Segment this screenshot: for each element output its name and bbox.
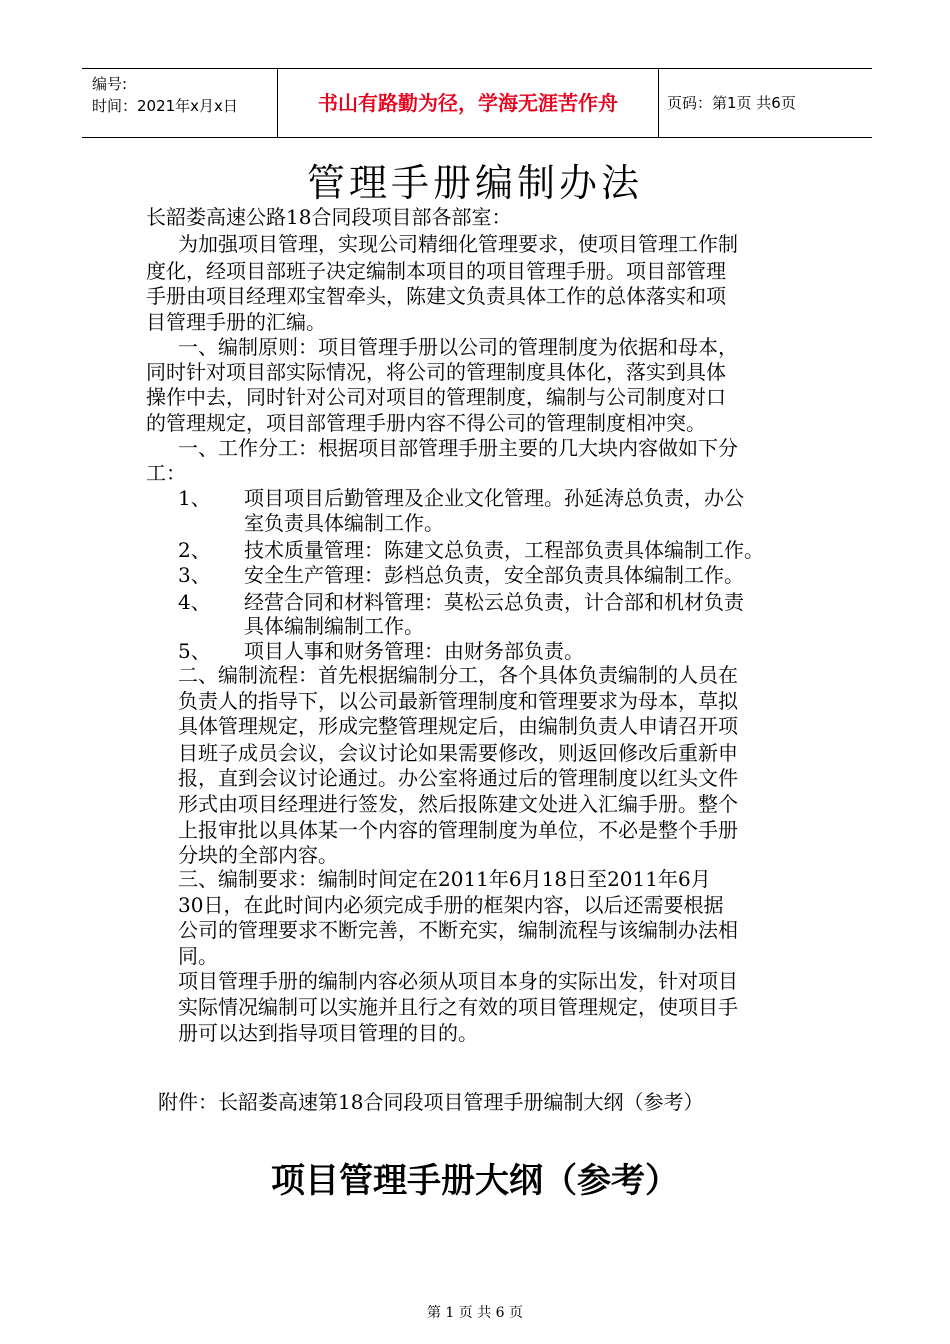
intro-line: 度化，经项目部班子决定编制本项目的项目管理手册。项目部管理: [146, 259, 726, 283]
intro-line: 为加强项目管理，实现公司精细化管理要求，使项目管理工作制: [178, 232, 738, 256]
list-item-line: 具体编制编制工作。: [244, 614, 424, 638]
list-item-line: 项目人事和财务管理：由财务部负责。: [244, 639, 584, 663]
header-meta: [82, 69, 278, 137]
requirement-line: 30日，在此时间内必须完成手册的框架内容，以后还需要根据: [178, 893, 724, 917]
list-item-number: 5、: [178, 639, 211, 663]
document-title: 管理手册编制办法: [306, 161, 643, 205]
process-line: 目班子成员会议，会议讨论如果需要修改，则返回修改后重新申: [178, 741, 738, 765]
outline-title: 项目管理手册大纲（参考）: [271, 1161, 679, 1201]
list-item-line: 项目项目后勤管理及企业文化管理。孙延涛总负责，办公: [244, 486, 744, 510]
principle-line: 操作中去，同时针对公司对项目的管理制度，编制与公司制度对口: [146, 385, 726, 409]
process-line: 具体管理规定，形成完整管理规定后，由编制负责人申请召开项: [178, 714, 738, 738]
requirement-line: 项目管理手册的编制内容必须从项目本身的实际出发，针对项目: [178, 969, 738, 993]
list-item-line: 室负责具体编制工作。: [244, 511, 444, 535]
list-item-number: 2、: [178, 538, 211, 562]
list-item-number: 1、: [178, 486, 211, 510]
list-item-number: 3、: [178, 563, 211, 587]
principle-line: 的管理规定，项目部管理手册内容不得公司的管理制度相冲突。: [146, 411, 706, 435]
intro-line: 目管理手册的汇编。: [146, 310, 326, 334]
list-item-line: 安全生产管理：彭档总负责，安全部负责具体编制工作。: [244, 563, 744, 587]
serial-label: 编号:: [92, 75, 128, 93]
process-line: 负责人的指导下，以公司最新管理制度和管理要求为母本，草拟: [178, 689, 738, 713]
page-footer: 第 1 页 共 6 页: [426, 1305, 524, 1321]
requirement-line: 同。: [178, 944, 218, 968]
principle-line: 同时针对项目部实际情况，将公司的管理制度具体化，落实到具体: [146, 360, 726, 384]
document-header: [82, 68, 872, 138]
division-line: 一、工作分工：根据项目部管理手册主要的几大块内容做如下分: [178, 436, 738, 460]
process-line: 二、编制流程：首先根据编制分工，各个具体负责编制的人员在: [178, 663, 738, 687]
requirement-line: 三、编制要求：编制时间定在2011年6月18日至2011年6月: [178, 867, 711, 891]
attachment-line: 附件：长韶娄高速第18合同段项目管理手册编制大纲（参考）: [158, 1090, 704, 1114]
header-motto: 书山有路勤为径，学海无涯苦作舟: [278, 69, 659, 137]
requirement-line: 实际情况编制可以实施并且行之有效的项目管理规定，使项目手: [178, 995, 738, 1019]
principle-line: 一、编制原则：项目管理手册以公司的管理制度为依据和母本，: [178, 335, 738, 359]
list-item-line: 技术质量管理：陈建文总负责，工程部负责具体编制工作。: [244, 538, 764, 562]
requirement-line: 册可以达到指导项目管理的目的。: [178, 1021, 478, 1045]
list-item-line: 经营合同和材料管理：莫松云总负责，计合部和机材负责: [244, 590, 744, 614]
header-page-info: 页码：第1页 共6页: [667, 94, 796, 112]
requirement-line: 公司的管理要求不断完善，不断充实，编制流程与该编制办法相: [178, 918, 738, 942]
salutation: 长韶娄高速公路18合同段项目部各部室：: [146, 205, 512, 229]
process-line: 上报审批以具体某一个内容的管理制度为单位，不必是整个手册: [178, 818, 738, 842]
intro-line: 手册由项目经理邓宝智牵头，陈建文负责具体工作的总体落实和项: [146, 284, 726, 308]
process-line: 报，直到会议讨论通过。办公室将通过后的管理制度以红头文件: [178, 766, 738, 790]
time-label: 时间：2021年x月x日: [92, 97, 238, 115]
division-line: 工：: [146, 461, 186, 485]
process-line: 分块的全部内容。: [178, 843, 338, 867]
list-item-number: 4、: [178, 590, 211, 614]
process-line: 形式由项目经理进行签发，然后报陈建文处进入汇编手册。整个: [178, 792, 738, 816]
